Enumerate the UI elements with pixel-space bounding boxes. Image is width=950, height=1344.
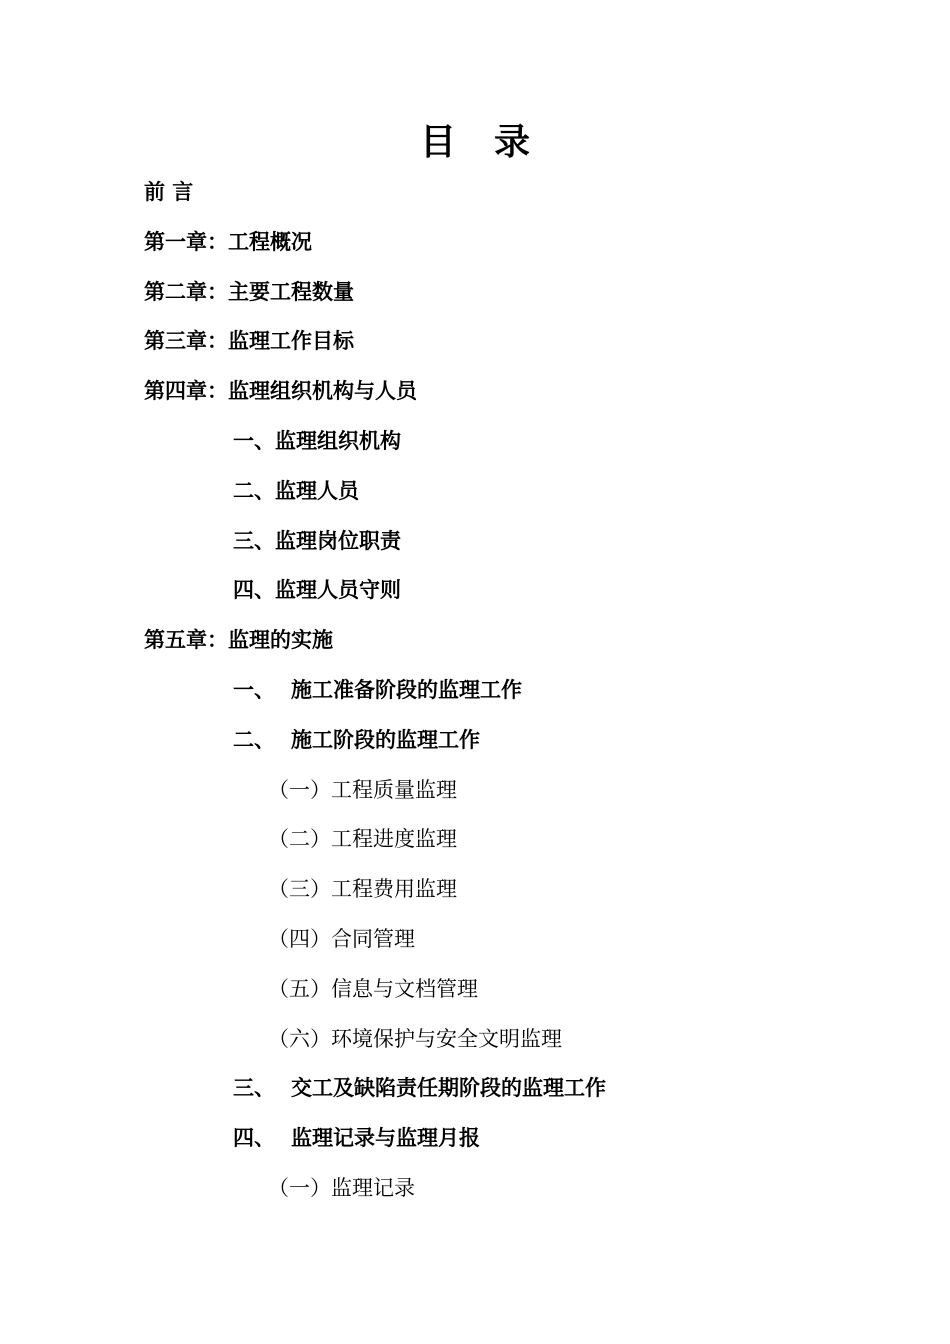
toc-entry-number: 四、 [233, 1125, 275, 1151]
page-title: 目录 [419, 121, 568, 163]
toc-entry [0, 823, 950, 873]
toc-entry [0, 574, 950, 624]
toc-entry-text: （一）工程质量监理 [268, 777, 457, 802]
toc-entry-text: 监理记录与监理月报 [291, 1125, 480, 1151]
toc-entry [0, 375, 950, 425]
toc-entry [0, 973, 950, 1023]
toc-entry-number: 三、 [233, 1075, 275, 1101]
toc-entry [0, 724, 950, 774]
toc-entry-text: 第二章：主要工程数量 [144, 278, 354, 304]
toc-entry [0, 1122, 950, 1172]
toc-entry [0, 624, 950, 674]
toc-entry [0, 923, 950, 973]
table-of-contents [0, 176, 950, 1222]
toc-entry-text: （五）信息与文档管理 [268, 976, 478, 1001]
toc-entry-text: （一）监理记录 [268, 1175, 415, 1200]
toc-entry-text: 第一章：工程概况 [144, 228, 312, 254]
toc-entry-text: 四、监理人员守则 [233, 577, 401, 603]
toc-entry [0, 276, 950, 326]
toc-entry [0, 674, 950, 724]
toc-entry [0, 1023, 950, 1073]
toc-entry [0, 1172, 950, 1222]
toc-entry [0, 226, 950, 276]
toc-entry [0, 525, 950, 575]
toc-entry-text: 二、监理人员 [233, 477, 359, 503]
toc-entry-text: （六）环境保护与安全文明监理 [268, 1026, 562, 1051]
toc-entry-text: （二）工程进度监理 [268, 827, 457, 852]
toc-entry-text: 交工及缺陷责任期阶段的监理工作 [291, 1075, 606, 1101]
toc-entry-text: 施工阶段的监理工作 [291, 726, 480, 752]
toc-entry-text: （三）工程费用监理 [268, 877, 457, 902]
toc-entry [0, 425, 950, 475]
toc-entry-text: 前 言 [144, 179, 194, 204]
toc-entry [0, 1072, 950, 1122]
toc-entry [0, 774, 950, 824]
toc-entry-text: 第四章：监理组织机构与人员 [144, 378, 417, 404]
toc-entry-text: 第五章：监理的实施 [144, 627, 333, 653]
toc-entry-text: 第三章：监理工作目标 [144, 328, 354, 354]
toc-entry [0, 176, 950, 226]
toc-entry [0, 475, 950, 525]
toc-entry-number: 二、 [233, 726, 275, 752]
toc-entry-text: （四）合同管理 [268, 926, 415, 951]
toc-entry-text: 三、监理岗位职责 [233, 527, 401, 553]
toc-entry [0, 873, 950, 923]
toc-entry-text: 一、监理组织机构 [233, 427, 401, 453]
toc-entry [0, 325, 950, 375]
toc-entry-number: 一、 [233, 676, 275, 702]
toc-entry-text: 施工准备阶段的监理工作 [291, 676, 522, 702]
